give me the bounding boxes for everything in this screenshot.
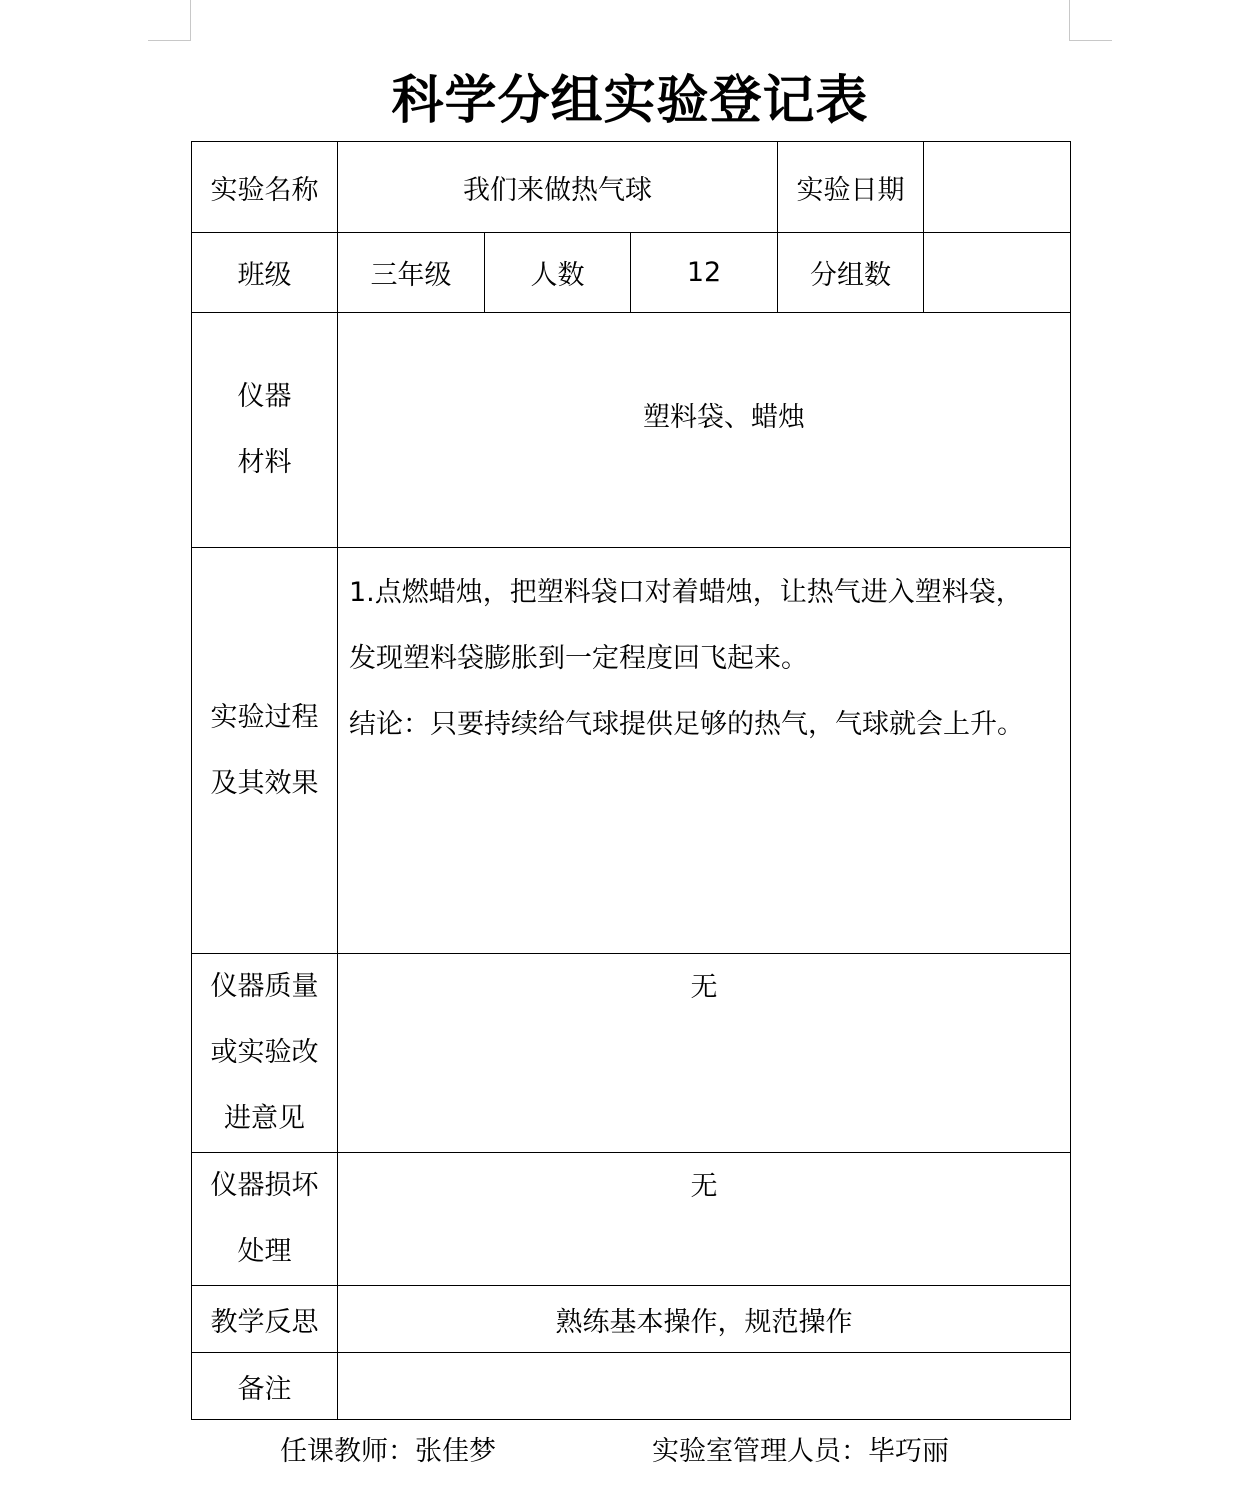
- materials-label-line2: 材料: [237, 447, 292, 478]
- process-label-line1: 实验过程: [210, 701, 319, 733]
- remarks-value[interactable]: [338, 1353, 1071, 1420]
- process-value[interactable]: [338, 548, 1071, 954]
- damage-label: [192, 1153, 338, 1286]
- process-label: [192, 548, 338, 954]
- reflection-value[interactable]: 熟练基本操作，规范操作: [338, 1286, 1071, 1353]
- materials-value[interactable]: 塑料袋、蜡烛: [338, 313, 1071, 548]
- group-count-value[interactable]: [924, 233, 1071, 313]
- class-label: 班级: [192, 233, 338, 313]
- row-experiment-name: [192, 142, 1071, 233]
- student-count-label: 人数: [485, 233, 631, 313]
- improvement-value[interactable]: 无: [338, 954, 1071, 1153]
- teacher-signature: 任课教师：张佳梦: [280, 1436, 496, 1467]
- process-line-1: 1.点燃蜡烛，把塑料袋口对着蜡烛，让热气进入塑料袋，: [349, 577, 1023, 608]
- experiment-date-value[interactable]: [924, 142, 1071, 233]
- damage-label-line2: 处理: [237, 1236, 292, 1267]
- row-reflection: [192, 1286, 1071, 1353]
- process-label-line2: 及其效果: [210, 767, 319, 799]
- row-improvement: [192, 954, 1071, 1153]
- improvement-label-line1: 仪器质量: [210, 971, 319, 1002]
- student-count-value[interactable]: 12: [631, 233, 778, 313]
- page-corner-mark-right: [1069, 0, 1112, 41]
- improvement-label-line3: 进意见: [224, 1103, 305, 1134]
- class-value[interactable]: 三年级: [338, 233, 485, 313]
- row-remarks: [192, 1353, 1071, 1420]
- remarks-label: 备注: [192, 1353, 338, 1420]
- registration-table: [191, 141, 1071, 1420]
- experiment-name-value[interactable]: 我们来做热气球: [338, 142, 778, 233]
- improvement-label: [192, 954, 338, 1153]
- row-materials: [192, 313, 1071, 548]
- lab-manager-signature: 实验室管理人员：毕巧丽: [652, 1436, 949, 1467]
- row-damage: [192, 1153, 1071, 1286]
- process-line-2: 发现塑料袋膨胀到一定程度回飞起来。: [349, 643, 808, 674]
- row-process: [192, 548, 1071, 954]
- document-title: 科学分组实验登记表: [391, 71, 869, 131]
- damage-value[interactable]: 无: [338, 1153, 1071, 1286]
- group-count-label: 分组数: [778, 233, 924, 313]
- page-corner-mark-left: [148, 0, 191, 41]
- experiment-name-label: 实验名称: [192, 142, 338, 233]
- materials-label: [192, 313, 338, 548]
- process-conclusion: 结论：只要持续给气球提供足够的热气，气球就会上升。: [349, 709, 1024, 740]
- row-class-info: [192, 233, 1071, 313]
- damage-label-line1: 仪器损坏: [210, 1170, 319, 1201]
- materials-label-line1: 仪器: [237, 381, 292, 412]
- reflection-label: 教学反思: [192, 1286, 338, 1353]
- improvement-label-line2: 或实验改: [210, 1037, 319, 1068]
- experiment-date-label: 实验日期: [778, 142, 924, 233]
